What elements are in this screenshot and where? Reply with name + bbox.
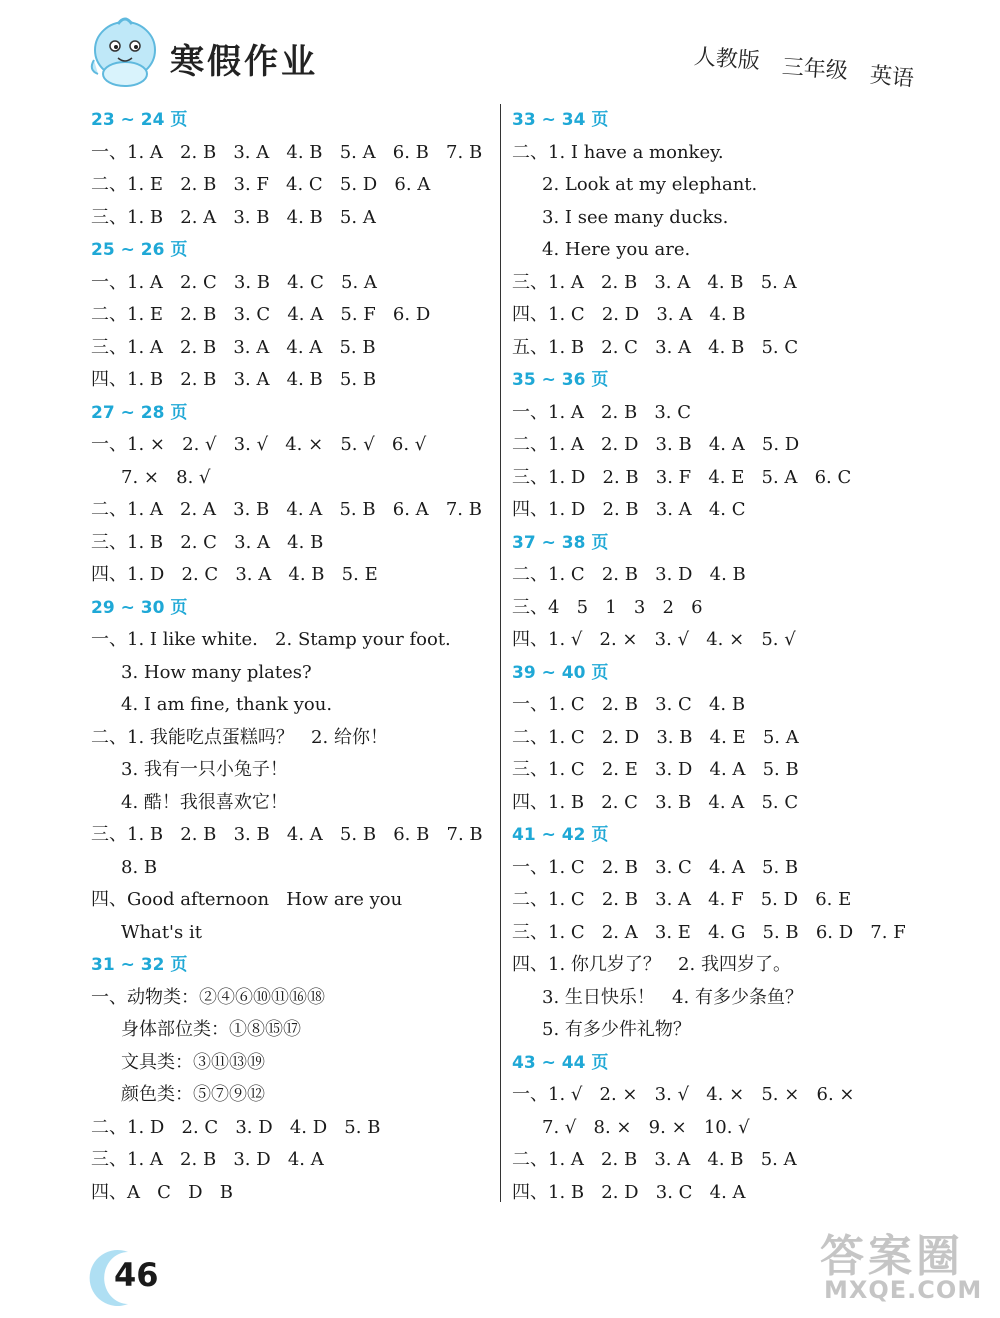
answer-line: 四、1. B 2. B 3. A 4. B 5. B — [91, 369, 377, 390]
answer-line: 二、1. D 2. C 3. D 4. D 5. B — [91, 1116, 381, 1138]
answer-line: 一、1. √ 2. × 3. √ 4. × 5. × 6. × — [512, 1084, 855, 1105]
page-header — [0, 0, 1000, 110]
answer-line: 三、1. A 2. B 3. A 4. A 5. B — [91, 336, 376, 358]
answer-line: 三、1. A 2. B 3. A 4. B 5. A — [512, 271, 797, 293]
answer-line: 3. 我有一只小兔子！ — [121, 759, 288, 780]
section-heading: 29 ~ 30 页 — [91, 597, 188, 618]
answer-line: 四、1. B 2. D 3. C 4. A — [512, 1181, 746, 1203]
answer-line: 二、1. A 2. B 3. A 4. B 5. A — [512, 1149, 797, 1170]
answer-line: 三、1. D 2. B 3. F 4. E 5. A 6. C — [512, 466, 852, 488]
section-heading: 37 ~ 38 页 — [512, 532, 609, 553]
answer-line: 颜色类：⑤⑦⑨⑫ — [121, 1084, 265, 1105]
watermark-logo: 答案圈 — [820, 1231, 964, 1282]
answer-column-left — [91, 104, 511, 1209]
answer-line: 文具类：③⑪⑬⑲ — [121, 1051, 265, 1073]
subject-label: 英语 — [868, 63, 915, 92]
answer-line: 8. B — [121, 856, 158, 878]
answer-line: 一、1. C 2. B 3. C 4. B — [512, 694, 746, 715]
column-divider — [500, 104, 501, 1202]
answer-line: 4. 酷！我很喜欢它！ — [121, 791, 288, 813]
answer-line: 二、1. E 2. B 3. F 4. C 5. D 6. A — [91, 174, 431, 195]
answer-line: 身体部位类：①⑧⑮⑰ — [121, 1019, 301, 1040]
answer-line: 4. I am fine, thank you. — [121, 694, 333, 715]
answer-line: 二、1. I have a monkey. — [512, 141, 724, 163]
section-heading: 27 ~ 28 页 — [91, 402, 188, 423]
answer-line: What's it — [121, 921, 202, 943]
answer-line: 三、1. C 2. A 3. E 4. G 5. B 6. D 7. F — [512, 921, 906, 943]
answer-line: 二、1. C 2. D 3. B 4. E 5. A — [512, 726, 799, 748]
answer-line: 3. 生日快乐！ 4. 有多少条鱼？ — [542, 986, 803, 1008]
answer-column-right — [512, 104, 932, 1209]
answer-line: 四、1. 你几岁了？ 2. 我四岁了。 — [512, 954, 791, 975]
grade-label: 三年级 — [781, 54, 849, 85]
answer-line: 三、1. C 2. E 3. D 4. A 5. B — [512, 759, 799, 780]
answer-line: 四、A C D B — [91, 1181, 233, 1203]
section-heading: 35 ~ 36 页 — [512, 370, 609, 390]
section-heading: 41 ~ 42 页 — [512, 825, 609, 845]
section-heading: 23 ~ 24 页 — [91, 110, 188, 130]
answer-line: 一、动物类：②④⑥⑩⑪⑯⑱ — [91, 986, 325, 1008]
watermark — [820, 1220, 990, 1310]
answer-line: 四、1. √ 2. × 3. √ 4. × 5. √ — [512, 629, 796, 650]
edition-label: 人教版 — [693, 44, 761, 75]
watermark-url: MXQE.COM — [824, 1276, 983, 1304]
answer-line: 一、1. × 2. √ 3. √ 4. × 5. √ 6. √ — [91, 434, 427, 455]
answer-line: 7. × 8. √ — [121, 466, 211, 488]
answer-line: 四、1. C 2. D 3. A 4. B — [512, 304, 746, 325]
answer-line: 一、1. A 2. C 3. B 4. C 5. A — [91, 271, 377, 293]
section-heading: 39 ~ 40 页 — [512, 662, 609, 683]
answer-line: 3. I see many ducks. — [542, 206, 729, 228]
answer-line: 一、1. A 2. B 3. C — [512, 401, 692, 423]
answer-line: 3. How many plates? — [121, 661, 312, 683]
answer-line: 三、1. A 2. B 3. D 4. A — [91, 1149, 324, 1170]
answer-line: 二、1. C 2. B 3. D 4. B — [512, 564, 746, 585]
page-number: 46 — [114, 1256, 159, 1294]
answer-line: 三、4 5 1 3 2 6 — [512, 596, 703, 618]
section-heading: 31 ~ 32 页 — [91, 955, 188, 975]
answer-line: 一、1. I like white. 2. Stamp your foot. — [91, 629, 451, 650]
answer-line: 二、1. 我能吃点蛋糕吗？ 2. 给你！ — [91, 726, 388, 748]
answer-line: 三、1. B 2. A 3. B 4. B 5. A — [91, 206, 376, 228]
answer-line: 四、1. D 2. C 3. A 4. B 5. E — [91, 564, 378, 585]
answer-line: 四、Good afternoon How are you — [91, 889, 403, 910]
answer-line: 二、1. C 2. B 3. A 4. F 5. D 6. E — [512, 889, 852, 910]
book-title: 寒假作业 — [170, 42, 318, 82]
answer-line: 一、1. A 2. B 3. A 4. B 5. A 6. B 7. B — [91, 141, 483, 163]
answer-line: 三、1. B 2. B 3. B 4. A 5. B 6. B 7. B — [91, 824, 483, 845]
answer-line: 5. 有多少件礼物？ — [542, 1019, 691, 1040]
answer-line: 二、1. A 2. A 3. B 4. A 5. B 6. A 7. B — [91, 499, 482, 520]
answer-line: 五、1. B 2. C 3. A 4. B 5. C — [512, 336, 799, 358]
section-heading: 33 ~ 34 页 — [512, 110, 609, 130]
answer-line: 7. √ 8. × 9. × 10. √ — [542, 1116, 750, 1138]
answer-line: 三、1. B 2. C 3. A 4. B — [91, 531, 324, 553]
section-heading: 25 ~ 26 页 — [91, 240, 188, 260]
dolphin-mascot-icon — [88, 12, 162, 92]
answer-line: 二、1. A 2. D 3. B 4. A 5. D — [512, 434, 800, 455]
answer-line: 4. Here you are. — [542, 239, 691, 260]
answer-line: 一、1. C 2. B 3. C 4. A 5. B — [512, 856, 799, 878]
answer-line: 四、1. D 2. B 3. A 4. C — [512, 499, 746, 520]
answer-line: 四、1. B 2. C 3. B 4. A 5. C — [512, 791, 799, 813]
section-heading: 43 ~ 44 页 — [512, 1052, 609, 1073]
page-number-badge — [88, 1248, 168, 1308]
answer-line: 2. Look at my elephant. — [542, 174, 758, 195]
answer-line: 二、1. E 2. B 3. C 4. A 5. F 6. D — [91, 304, 431, 325]
